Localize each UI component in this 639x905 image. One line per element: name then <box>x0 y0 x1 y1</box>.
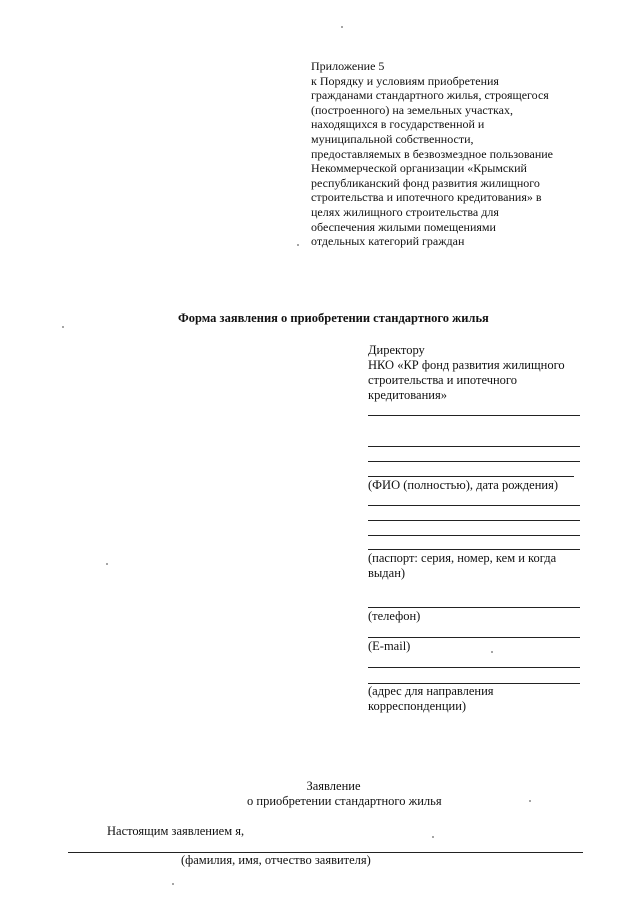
addressee-block <box>368 343 565 403</box>
blank-line-addressee-1[interactable] <box>368 415 580 416</box>
applicant-caption: (фамилия, имя, отчество заявителя) <box>181 853 371 867</box>
blank-line-email[interactable] <box>368 637 580 638</box>
statement-intro: Настоящим заявлением я, <box>107 824 245 838</box>
form-title: Форма заявления о приобретении стандартного жилья <box>178 311 489 325</box>
address-caption: (адрес для направления <box>368 684 494 698</box>
appendix-line: муниципальной собственности, <box>311 131 474 146</box>
appendix-line: обеспечения жилыми помещениями <box>311 219 496 234</box>
blank-line-address-1[interactable] <box>368 667 580 668</box>
scan-speck <box>62 326 64 328</box>
passport-caption-cont: выдан) <box>368 566 406 580</box>
scan-speck <box>491 651 493 653</box>
appendix-line: гражданами стандартного жилья, строящегося <box>311 88 549 103</box>
scan-speck <box>297 244 299 246</box>
appendix-line: предоставляемых в безвозмездное пользование <box>311 146 554 161</box>
addressee-line: кредитования» <box>368 388 447 402</box>
blank-line-passport-1[interactable] <box>368 505 580 506</box>
scan-speck <box>172 883 174 885</box>
appendix-line: строительства и ипотечного кредитования» в <box>311 190 542 205</box>
statement-subtitle: о приобретении стандартного жилья <box>247 794 442 808</box>
appendix-header <box>311 59 601 249</box>
blank-line-passport-4[interactable] <box>368 549 580 550</box>
appendix-line: к Порядку и условиям приобретения <box>311 73 499 88</box>
scan-speck <box>106 563 108 565</box>
scan-speck <box>529 800 531 802</box>
scan-speck <box>432 836 434 838</box>
appendix-line: республиканский фонд развития жилищного <box>311 175 540 190</box>
blank-line-passport-2[interactable] <box>368 520 580 521</box>
addressee-line: Директору <box>368 343 425 357</box>
appendix-line: отдельных категорий граждан <box>311 234 465 249</box>
statement-title: Заявление <box>306 779 361 793</box>
phone-caption: (телефон) <box>368 609 421 623</box>
blank-line-addressee-3[interactable] <box>368 461 580 462</box>
blank-line-addressee-2[interactable] <box>368 446 580 447</box>
appendix-line: находящихся в государственной и <box>311 117 485 132</box>
address-caption-cont: корреспонденции) <box>368 699 467 713</box>
blank-line-phone[interactable] <box>368 607 580 608</box>
addressee-line: строительства и ипотечного <box>368 373 517 387</box>
fio-caption: (ФИО (полностью), дата рождения) <box>368 478 559 492</box>
passport-caption: (паспорт: серия, номер, кем и когда <box>368 551 557 565</box>
addressee-line: НКО «КР фонд развития жилищного <box>368 358 565 372</box>
blank-line-fio[interactable] <box>368 476 574 477</box>
appendix-line: (построенного) на земельных участках, <box>311 102 513 117</box>
appendix-line: Приложение 5 <box>311 59 385 73</box>
appendix-line: Некоммерческой организации «Крымский <box>311 161 527 176</box>
appendix-line: целях жилищного строительства для <box>311 204 499 219</box>
email-caption: (E-mail) <box>368 639 411 653</box>
scan-speck <box>341 26 343 28</box>
blank-line-passport-3[interactable] <box>368 535 580 536</box>
